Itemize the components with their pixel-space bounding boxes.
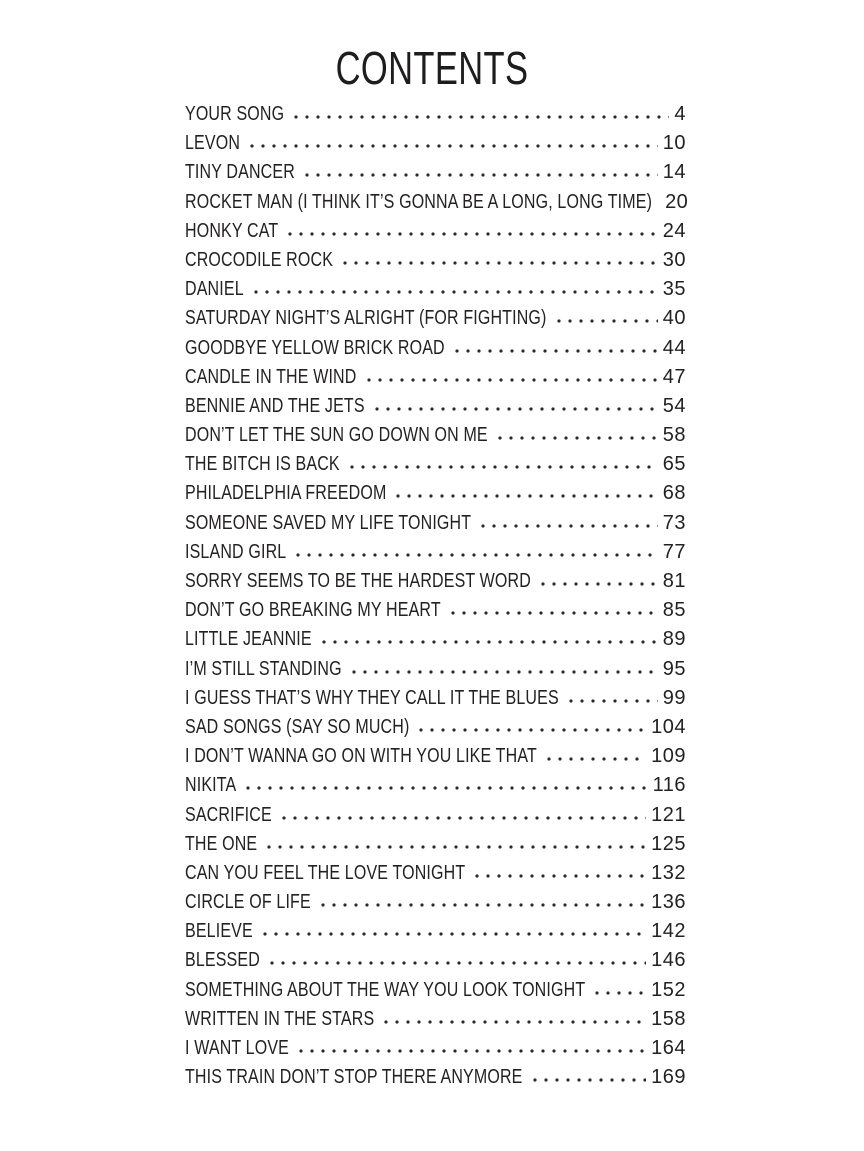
toc-entry-page-number: 136: [651, 891, 686, 914]
toc-entry-page-number: 85: [662, 599, 686, 622]
toc-entry-title-wrap: [185, 538, 286, 567]
dot-leader: [248, 136, 658, 149]
toc-entry-title-wrap: [185, 421, 488, 450]
dot-leader: [292, 107, 669, 120]
dot-leader: [365, 370, 658, 383]
toc-entry: [185, 392, 686, 421]
dot-leader: [479, 516, 658, 529]
dot-leader: [350, 662, 658, 675]
toc-entry-page-number: 169: [651, 1066, 686, 1089]
dot-leader: [417, 720, 646, 733]
toc-entry-title-wrap: [185, 334, 445, 363]
toc-entry-title: DANIEL: [185, 278, 244, 301]
toc-entry-page-number: 116: [652, 774, 686, 797]
dot-leader: [555, 311, 658, 324]
toc-entry: [185, 625, 686, 654]
dot-leader: [319, 895, 646, 908]
toc-entry-title-wrap: [185, 304, 547, 333]
dot-leader: [473, 866, 646, 879]
toc-entry-page-number: 10: [662, 132, 686, 155]
toc-entry: [185, 188, 689, 217]
toc-entry-page-number: 68: [662, 482, 686, 505]
toc-entry-title: THE BITCH IS BACK: [185, 453, 340, 476]
dot-leader: [348, 457, 658, 470]
toc-entry: [185, 888, 686, 917]
toc-entry-title: NIKITA: [185, 774, 237, 797]
toc-entry: [185, 1063, 686, 1092]
dot-leader: [373, 399, 658, 412]
toc-entry: [185, 859, 686, 888]
dot-leader: [382, 1012, 646, 1025]
toc-entry-page-number: 44: [662, 336, 686, 359]
dot-leader: [320, 632, 658, 645]
toc-entry-title: SAD SONGS (SAY SO MUCH): [185, 715, 410, 738]
toc-entry: [185, 771, 686, 800]
toc-entry-page-number: 65: [662, 453, 686, 476]
toc-entry-title-wrap: [185, 100, 284, 129]
toc-entry-title-wrap: [185, 655, 342, 684]
toc-list: [185, 100, 689, 1092]
toc-entry: [185, 158, 686, 187]
toc-entry-title: I WANT LOVE: [185, 1037, 290, 1059]
dot-leader: [265, 837, 646, 850]
toc-entry: [185, 976, 686, 1005]
toc-entry-page-number: 164: [651, 1037, 686, 1059]
toc-entry-title: CAN YOU FEEL THE LOVE TONIGHT: [185, 861, 466, 884]
toc-entry-title-wrap: [185, 450, 340, 479]
dot-leader: [268, 953, 646, 966]
toc-entry-page-number: 58: [662, 424, 686, 447]
toc-entry-page-number: 73: [662, 511, 686, 534]
toc-entry-page-number: 89: [662, 628, 686, 651]
dot-leader: [244, 778, 647, 791]
toc-entry-title: CANDLE IN THE WIND: [185, 365, 357, 388]
toc-entry-title: BELIEVE: [185, 920, 253, 943]
toc-entry-title-wrap: [185, 275, 244, 304]
toc-entry: [185, 479, 686, 508]
toc-entry-title: ISLAND GIRL: [185, 540, 287, 563]
toc-entry-page-number: 142: [651, 920, 686, 943]
toc-entry: [185, 1034, 686, 1063]
toc-entry-title-wrap: [185, 1005, 374, 1034]
toc-entry-title-wrap: [185, 946, 260, 975]
toc-entry: [185, 801, 686, 830]
toc-entry: [185, 830, 686, 859]
toc-entry-title: SACRIFICE: [185, 803, 272, 826]
toc-entry-page-number: 99: [662, 686, 686, 709]
toc-entry-title: YOUR SONG: [185, 103, 285, 125]
toc-entry: [185, 275, 686, 304]
toc-entry: [185, 129, 686, 158]
dot-leader: [496, 428, 658, 441]
toc-entry-title: LEVON: [185, 132, 241, 155]
toc-entry-title: LITTLE JEANNIE: [185, 628, 312, 651]
toc-entry-page-number: 104: [651, 715, 686, 738]
toc-entry-title: SOMEONE SAVED MY LIFE TONIGHT: [185, 511, 472, 534]
toc-entry: [185, 684, 686, 713]
toc-entry-title: DON’T GO BREAKING MY HEART: [185, 599, 441, 622]
toc-entry-title: SOMETHING ABOUT THE WAY YOU LOOK TONIGHT: [185, 978, 586, 1001]
toc-entry-title-wrap: [185, 684, 559, 713]
toc-entry: [185, 946, 686, 975]
toc-entry: [185, 713, 686, 742]
dot-leader: [252, 282, 658, 295]
toc-entry: [185, 246, 686, 275]
dot-leader: [297, 1041, 646, 1054]
toc-entry-page-number: 14: [662, 161, 686, 184]
page-title: CONTENTS: [335, 41, 529, 94]
toc-entry-page-number: 95: [662, 657, 686, 680]
toc-entry-page-number: 152: [651, 978, 686, 1001]
toc-entry: [185, 538, 686, 567]
toc-entry: [185, 217, 686, 246]
toc-entry-title-wrap: [185, 830, 257, 859]
toc-entry: [185, 509, 686, 538]
dot-leader: [341, 253, 658, 266]
toc-entry: [185, 596, 686, 625]
toc-entry-title-wrap: [185, 246, 333, 275]
toc-entry-title: I DON’T WANNA GO ON WITH YOU LIKE THAT: [185, 745, 537, 768]
dot-leader: [453, 341, 658, 354]
toc-entry-title: I’M STILL STANDING: [185, 657, 342, 680]
toc-entry-title-wrap: [185, 801, 272, 830]
toc-entry: [185, 421, 686, 450]
toc-entry-page-number: 30: [662, 248, 686, 271]
toc-entry-title-wrap: [185, 859, 465, 888]
toc-entry: [185, 304, 686, 333]
toc-entry-title-wrap: [185, 917, 253, 946]
dot-leader: [294, 545, 657, 558]
toc-entry-title: SATURDAY NIGHT’S ALRIGHT (FOR FIGHTING): [185, 307, 547, 330]
toc-entry-title-wrap: [185, 1034, 289, 1063]
toc-entry-title-wrap: [185, 567, 531, 596]
toc-entry-page-number: 132: [651, 861, 686, 884]
toc-entry-page-number: 35: [662, 278, 686, 301]
dot-leader: [567, 691, 658, 704]
toc-entry-page-number: 40: [662, 307, 686, 330]
toc-entry-title-wrap: [185, 363, 357, 392]
toc-entry-title-wrap: [185, 888, 311, 917]
dot-leader: [593, 983, 646, 996]
toc-entry-title: CIRCLE OF LIFE: [185, 891, 311, 914]
toc-entry-title: THE ONE: [185, 832, 258, 855]
dot-leader: [545, 749, 646, 762]
toc-entry-title-wrap: [185, 742, 537, 771]
toc-entry-page-number: 109: [651, 745, 686, 768]
toc-entry-page-number: 24: [662, 219, 686, 242]
toc-entry-page-number: 125: [651, 832, 686, 855]
toc-entry: [185, 1005, 686, 1034]
toc-entry-page-number: 121: [651, 803, 686, 826]
toc-entry-title-wrap: [185, 625, 312, 654]
toc-entry-title: HONKY CAT: [185, 219, 279, 242]
dot-leader: [286, 224, 657, 237]
toc-entry-page-number: 4: [674, 103, 686, 125]
toc-entry-title-wrap: [185, 771, 236, 800]
toc-entry-page-number: 81: [662, 570, 686, 592]
toc-entry-title-wrap: [185, 713, 409, 742]
toc-entry-title-wrap: [185, 976, 585, 1005]
toc-entry-title: BENNIE AND THE JETS: [185, 394, 365, 417]
dot-leader: [280, 808, 646, 821]
toc-entry-title-wrap: [185, 158, 295, 187]
toc-entry-title: THIS TRAIN DON’T STOP THERE ANYMORE: [185, 1066, 523, 1089]
toc-entry-title: BLESSED: [185, 949, 260, 972]
toc-entry-title: PHILADELPHIA FREEDOM: [185, 482, 387, 505]
toc-entry-page-number: 146: [651, 949, 686, 972]
toc-entry-page-number: 47: [662, 365, 686, 388]
toc-entry: [185, 100, 686, 129]
toc-entry-title: CROCODILE ROCK: [185, 248, 334, 271]
toc-entry-title-wrap: [185, 1063, 523, 1092]
toc-entry-page-number: 20: [665, 190, 689, 213]
dot-leader: [531, 1070, 647, 1083]
toc-entry-title-wrap: [185, 129, 240, 158]
toc-entry-title: TINY DANCER: [185, 161, 295, 184]
dot-leader: [449, 603, 658, 616]
toc-entry: [185, 917, 686, 946]
toc-entry: [185, 334, 686, 363]
dot-leader: [261, 924, 646, 937]
toc-entry-title: I GUESS THAT’S WHY THEY CALL IT THE BLUES: [185, 686, 559, 709]
toc-entry-page-number: 77: [662, 540, 686, 563]
toc-entry-page-number: 54: [662, 394, 686, 417]
toc-entry: [185, 742, 686, 771]
toc-entry-title-wrap: [185, 392, 365, 421]
toc-entry-page-number: 158: [651, 1007, 686, 1030]
toc-entry-title-wrap: [185, 596, 441, 625]
toc-entry-title: DON’T LET THE SUN GO DOWN ON ME: [185, 424, 488, 447]
toc-entry-title: SORRY SEEMS TO BE THE HARDEST WORD: [185, 570, 531, 592]
toc-entry: [185, 655, 686, 684]
toc-entry-title: ROCKET MAN (I THINK IT’S GONNA BE A LONG, LONG TIME): [185, 190, 653, 213]
toc-entry-title: WRITTEN IN THE STARS: [185, 1007, 375, 1030]
toc-entry-title-wrap: [185, 188, 652, 217]
dot-leader: [303, 165, 658, 178]
toc-entry-title: GOODBYE YELLOW BRICK ROAD: [185, 336, 445, 359]
toc-entry: [185, 567, 686, 596]
toc-entry-title-wrap: [185, 509, 471, 538]
dot-leader: [539, 574, 658, 587]
dot-leader: [394, 486, 657, 499]
toc-entry-title-wrap: [185, 217, 278, 246]
toc-entry-title-wrap: [185, 479, 386, 508]
toc-entry: [185, 450, 686, 479]
toc-entry: [185, 363, 686, 392]
